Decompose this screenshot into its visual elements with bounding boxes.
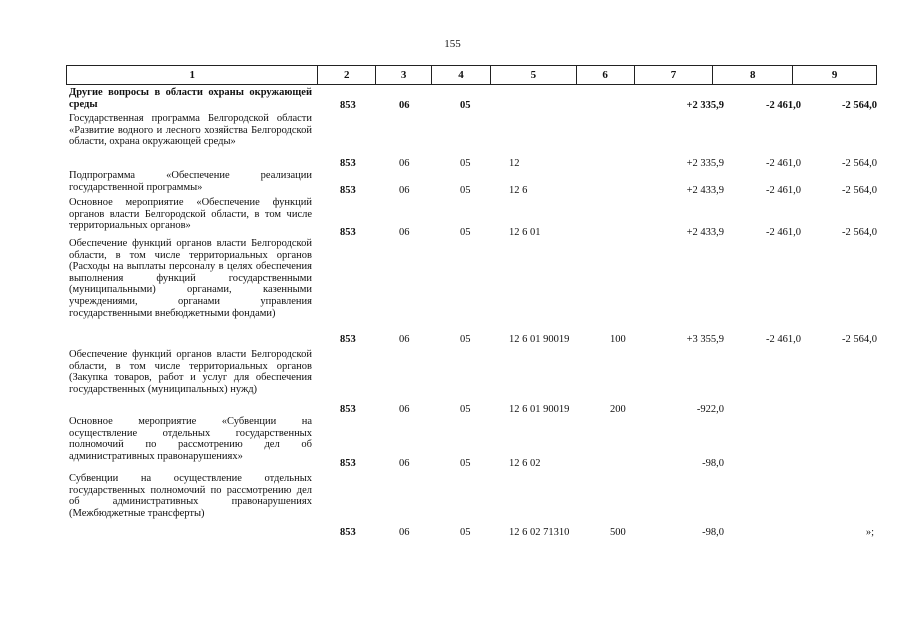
cell-col-7: -922,0 xyxy=(696,404,724,415)
cell-col-2: 853 xyxy=(340,158,356,169)
cell-col-7: +3 355,9 xyxy=(686,334,724,345)
header-col-9: 9 xyxy=(831,69,838,81)
cell-col-4: 05 xyxy=(460,334,471,345)
row-name: Подпрограмма «Обеспечение реализации государственной программы» xyxy=(69,170,312,193)
table-row xyxy=(66,416,877,471)
cell-col-3: 06 xyxy=(399,227,410,238)
cell-col-4: 05 xyxy=(460,404,471,415)
row-name: Обеспечение функций органов власти Белгородской области, в том числе территориальных органов (Закупка товаров, работ и услуг для обеспечения государственных (муниципальных) нужд) xyxy=(69,349,312,395)
cell-col-6: 500 xyxy=(610,527,626,538)
table-row xyxy=(66,170,877,194)
page-number: 155 xyxy=(444,38,461,50)
cell-col-6: 200 xyxy=(610,404,626,415)
cell-col-9: -2 564,0 xyxy=(842,158,877,169)
row-name: Основное мероприятие «Обеспечение функций органов власти Белгородской области, в том числе территориальных органов» xyxy=(69,197,312,232)
cell-col-5: 12 6 xyxy=(509,185,528,196)
header-col-7: 7 xyxy=(635,66,714,84)
cell-col-8: -2 461,0 xyxy=(766,334,801,345)
cell-col-7: -98,0 xyxy=(702,458,724,469)
cell-col-7: -98,0 xyxy=(702,527,724,538)
row-name: Обеспечение функций органов власти Белгородской области, в том числе территориальных органов (Расходы на выплаты персоналу в целях обеспечения выполнения функций государственными (муниципальными) органами, казенными учреждениями, органами управления государственными внебюджетными фондами) xyxy=(69,238,312,319)
cell-col-7: +2 433,9 xyxy=(686,185,724,196)
cell-col-5: 12 xyxy=(509,158,520,169)
cell-col-2: 853 xyxy=(340,100,356,111)
cell-col-4: 05 xyxy=(460,158,471,169)
cell-col-9: »; xyxy=(865,527,874,538)
cell-col-2: 853 xyxy=(340,458,356,469)
cell-col-4: 05 xyxy=(460,185,471,196)
header-col-2: 2 xyxy=(318,66,376,84)
cell-col-2: 853 xyxy=(340,334,356,345)
table-row xyxy=(66,473,877,543)
cell-col-3: 06 xyxy=(399,185,410,196)
cell-col-6: 100 xyxy=(610,334,626,345)
cell-col-8: -2 461,0 xyxy=(766,227,801,238)
cell-col-5: 12 6 01 90019 xyxy=(509,404,570,415)
cell-col-9: -2 564,0 xyxy=(842,100,877,111)
cell-col-3: 06 xyxy=(399,334,410,345)
cell-col-4: 05 xyxy=(460,527,471,538)
cell-col-5: 12 6 01 xyxy=(509,227,541,238)
table-row xyxy=(66,349,877,419)
table-row xyxy=(66,113,877,169)
cell-col-8: -2 461,0 xyxy=(766,100,801,111)
table-row xyxy=(66,197,877,238)
cell-col-8: -2 461,0 xyxy=(766,158,801,169)
cell-col-4: 05 xyxy=(460,100,471,111)
row-name: Субвенции на осуществление отдельных государственных полномочий по рассмотрению дел об административных правонарушениях (Межбюджетные трансферты) xyxy=(69,473,312,519)
header-col-3: 3 xyxy=(376,66,432,84)
cell-col-7: +2 433,9 xyxy=(686,227,724,238)
cell-col-3: 06 xyxy=(399,458,410,469)
cell-col-3: 06 xyxy=(399,158,410,169)
cell-col-3: 06 xyxy=(399,527,410,538)
cell-col-7: +2 335,9 xyxy=(686,100,724,111)
row-name: Государственная программа Белгородской области «Развитие водного и лесного хозяйства Белгородской области, охрана окружающей среды» xyxy=(69,113,312,148)
cell-col-5: 12 6 02 xyxy=(509,458,541,469)
cell-col-2: 853 xyxy=(340,227,356,238)
cell-col-3: 06 xyxy=(399,100,410,111)
cell-col-9: -2 564,0 xyxy=(842,334,877,345)
cell-col-5: 12 6 01 90019 xyxy=(509,334,570,345)
cell-col-2: 853 xyxy=(340,185,356,196)
table-row xyxy=(66,87,877,111)
row-name: Основное мероприятие «Субвенции на осуществление отдельных государственных полномочий по рассмотрению дел об административных правонарушениях» xyxy=(69,416,312,462)
cell-col-9: -2 564,0 xyxy=(842,185,877,196)
cell-col-7: +2 335,9 xyxy=(686,158,724,169)
header-col-6: 6 xyxy=(577,66,635,84)
cell-col-8: -2 461,0 xyxy=(766,185,801,196)
header-col-1: 1 xyxy=(67,66,318,84)
header-col-5: 5 xyxy=(491,66,577,84)
header-col-4: 4 xyxy=(432,66,491,84)
cell-col-2: 853 xyxy=(340,527,356,538)
cell-col-9: -2 564,0 xyxy=(842,227,877,238)
table-row xyxy=(66,238,877,348)
cell-col-5: 12 6 02 71310 xyxy=(509,527,570,538)
row-name: Другие вопросы в области охраны окружающей среды xyxy=(69,87,312,110)
cell-col-2: 853 xyxy=(340,404,356,415)
table-header xyxy=(66,65,877,85)
header-col-8: 8 xyxy=(713,66,793,84)
cell-col-4: 05 xyxy=(460,227,471,238)
cell-col-4: 05 xyxy=(460,458,471,469)
cell-col-3: 06 xyxy=(399,404,410,415)
